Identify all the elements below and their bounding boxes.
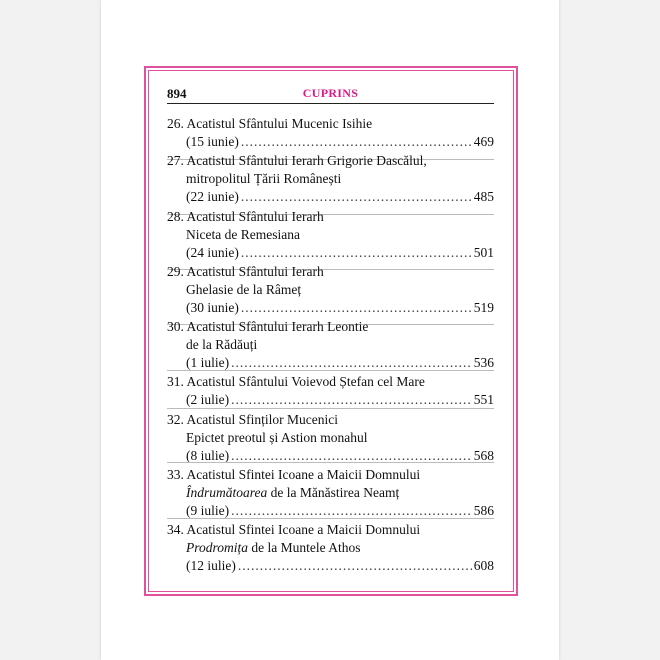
page-title: CUPRINS (302, 86, 359, 100)
toc-entry-34 (167, 521, 494, 575)
toc-entry-29 (167, 263, 494, 317)
entry-italic-title: Prodromița (186, 540, 249, 555)
entry-page-number: 519 (473, 300, 494, 315)
entry-date: (8 iulie) (186, 448, 230, 463)
entry-page-number: 536 (473, 355, 494, 370)
entry-date: (22 iunie) (186, 189, 239, 204)
entry-date: (2 iulie) (186, 392, 230, 407)
toc-entry-31 (167, 373, 494, 409)
entry-title: 31. Acatistul Sfântului Voievod Ștefan cel Mare (167, 374, 425, 389)
entry-date: (1 iulie) (186, 355, 230, 370)
entry-title-cont: Niceta de Remesiana (186, 227, 300, 242)
entry-title: 28. Acatistul Sfântului Ierarh (167, 209, 324, 224)
entry-title: 27. Acatistul Sfântului Ierarh Grigorie Dascălul, (167, 153, 427, 168)
toc-entry-28 (167, 208, 494, 262)
entry-page-number: 608 (473, 558, 494, 573)
toc-entry-30 (167, 318, 494, 372)
entry-title: 26. Acatistul Sfântului Mucenic Isihie (167, 116, 373, 131)
entry-title-rest: de la Muntele Athos (248, 540, 361, 555)
dot-leader (241, 188, 472, 206)
entry-leader-line (167, 188, 494, 206)
entry-title-cont (167, 484, 494, 502)
entry-page-number: 586 (473, 503, 494, 518)
entry-date: (30 iunie) (186, 300, 239, 315)
dot-leader (241, 299, 472, 317)
entry-title: 29. Acatistul Sfântului Ierarh (167, 264, 324, 279)
entry-leader-line (167, 133, 494, 151)
entry-leader-line (167, 557, 494, 575)
entry-title-rest: de la Mănăstirea Neamț (267, 485, 400, 500)
entry-separator (167, 370, 494, 371)
entry-date: (9 iulie) (186, 503, 230, 518)
page-number: 894 (167, 86, 187, 101)
entry-date: (24 iunie) (186, 245, 239, 260)
entry-leader-line (167, 244, 494, 262)
entry-italic-title: Îndrumătoarea (186, 485, 268, 500)
toc-entry-26 (167, 115, 494, 151)
entry-title-cont (167, 539, 494, 557)
entry-separator (167, 408, 494, 409)
dot-leader (231, 391, 472, 409)
dot-leader (238, 557, 472, 575)
entry-leader-line (167, 299, 494, 317)
entry-page-number: 469 (473, 134, 494, 149)
entry-title: 30. Acatistul Sfântului Ierarh Leontie (167, 319, 369, 334)
page-header (167, 86, 494, 104)
entry-title-cont: mitropolitul Țării Românești (186, 171, 342, 186)
dot-leader (241, 133, 472, 151)
entry-page-number: 568 (473, 448, 494, 463)
toc-entry-33 (167, 466, 494, 520)
entry-page-number: 485 (473, 189, 494, 204)
entry-separator (167, 462, 494, 463)
entry-date: (12 iulie) (186, 558, 236, 573)
entry-title-cont: Epictet preotul și Astion monahul (186, 430, 368, 445)
entry-title-cont: Ghelasie de la Râmeț (186, 282, 302, 297)
entry-leader-line (167, 391, 494, 409)
entry-separator (167, 518, 494, 519)
entry-page-number: 501 (473, 245, 494, 260)
entry-title-cont: de la Rădăuți (186, 337, 258, 352)
entry-page-number: 551 (473, 392, 494, 407)
entry-date: (15 iunie) (186, 134, 239, 149)
entry-title: 32. Acatistul Sfinților Mucenici (167, 412, 338, 427)
toc-entry-27 (167, 152, 494, 206)
toc-entry-32 (167, 411, 494, 465)
dot-leader (241, 244, 472, 262)
entry-title: 33. Acatistul Sfintei Icoane a Maicii Domnului (167, 467, 421, 482)
entry-title: 34. Acatistul Sfintei Icoane a Maicii Domnului (167, 522, 421, 537)
